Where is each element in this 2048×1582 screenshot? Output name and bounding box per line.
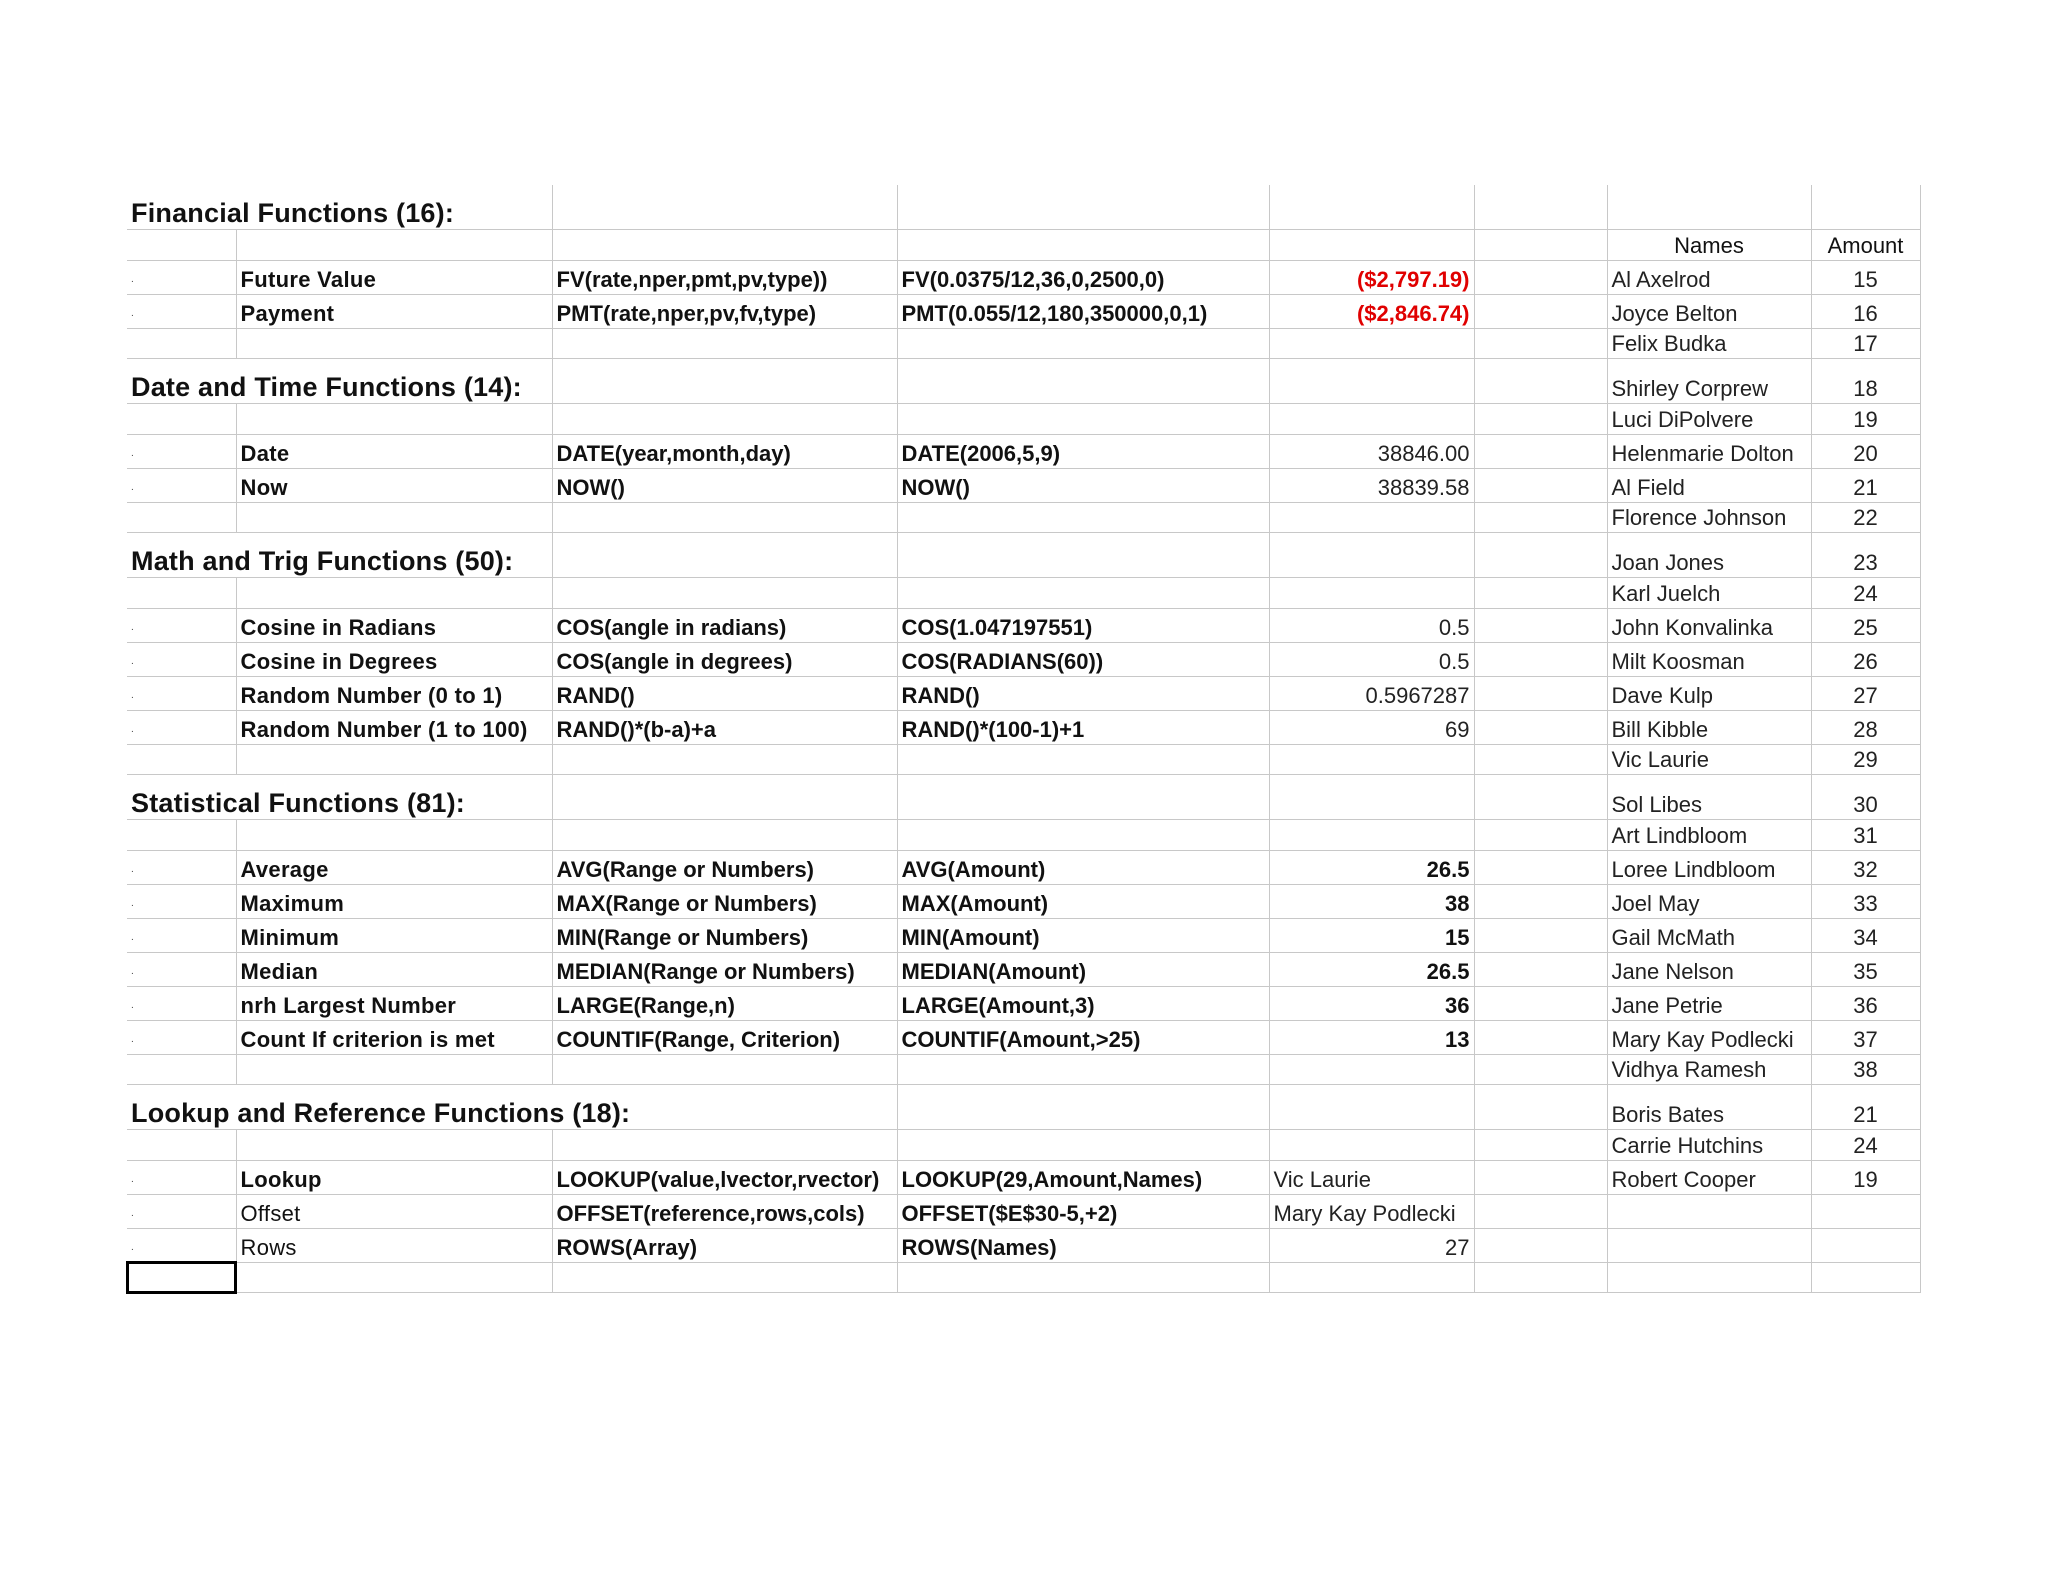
name-cell[interactable]: Bill Kibble <box>1607 710 1811 744</box>
result-cell[interactable]: 26.5 <box>1269 952 1474 986</box>
syntax-cell[interactable]: MAX(Range or Numbers) <box>552 884 897 918</box>
example-cell[interactable]: OFFSET($E$30-5,+2) <box>897 1194 1269 1228</box>
amount-cell[interactable]: 30 <box>1811 775 1920 820</box>
syntax-cell[interactable]: COS(angle in degrees) <box>552 642 897 676</box>
table-row: . nrh Largest Number LARGE(Range,n) LARGE(Amount,3) 36 Jane Petrie 36 <box>127 986 1920 1020</box>
syntax-cell[interactable]: LOOKUP(value,lvector,rvector) <box>552 1160 897 1194</box>
amount-cell[interactable]: 16 <box>1811 294 1920 328</box>
table-row: . Rows ROWS(Array) ROWS(Names) 27 <box>127 1228 1920 1262</box>
name-cell[interactable]: Loree Lindbloom <box>1607 850 1811 884</box>
amount-cell[interactable]: 25 <box>1811 608 1920 642</box>
table-row: . Future Value FV(rate,nper,pmt,pv,type)) FV(0.0375/12,36,0,2500,0) ($2,797.19) Al Axelrod 15 <box>127 260 1920 294</box>
table-row: . Average AVG(Range or Numbers) AVG(Amount) 26.5 Loree Lindbloom 32 <box>127 850 1920 884</box>
name-cell[interactable]: Joan Jones <box>1607 533 1811 578</box>
syntax-cell[interactable]: MEDIAN(Range or Numbers) <box>552 952 897 986</box>
result-cell[interactable]: 38 <box>1269 884 1474 918</box>
amount-cell[interactable]: 27 <box>1811 676 1920 710</box>
result-cell[interactable]: 69 <box>1269 710 1474 744</box>
table-row <box>127 744 1920 775</box>
syntax-cell[interactable]: NOW() <box>552 468 897 502</box>
result-cell[interactable]: 26.5 <box>1269 850 1474 884</box>
label-cell[interactable]: Rows <box>236 1228 552 1262</box>
name-cell[interactable]: Milt Koosman <box>1607 642 1811 676</box>
table-row: . Date DATE(year,month,day) DATE(2006,5,9) 38846.00 Helenmarie Dolton 20 <box>127 434 1920 468</box>
example-cell[interactable]: RAND() <box>897 676 1269 710</box>
table-row <box>127 1130 1920 1161</box>
name-cell[interactable]: Sol Libes <box>1607 775 1811 820</box>
label-cell[interactable]: Median <box>236 952 552 986</box>
name-cell[interactable]: John Konvalinka <box>1607 608 1811 642</box>
section-title-lookup: Lookup and Reference Functions (18): <box>131 1098 631 1128</box>
name-cell[interactable]: Florence Johnson <box>1607 502 1811 533</box>
example-cell[interactable]: DATE(2006,5,9) <box>897 434 1269 468</box>
label-cell[interactable]: Cosine in Degrees <box>236 642 552 676</box>
syntax-cell[interactable]: AVG(Range or Numbers) <box>552 850 897 884</box>
amount-cell[interactable]: 38 <box>1811 1054 1920 1085</box>
example-cell[interactable]: PMT(0.055/12,180,350000,0,1) <box>897 294 1269 328</box>
name-cell[interactable]: Carrie Hutchins <box>1607 1130 1811 1161</box>
result-cell[interactable]: 38846.00 <box>1269 434 1474 468</box>
label-cell[interactable]: Lookup <box>236 1160 552 1194</box>
name-cell[interactable]: Joel May <box>1607 884 1811 918</box>
table-row: . Cosine in Radians COS(angle in radians) COS(1.047197551) 0.5 John Konvalinka 25 <box>127 608 1920 642</box>
table-row <box>127 578 1920 609</box>
name-cell[interactable]: Dave Kulp <box>1607 676 1811 710</box>
example-cell[interactable]: NOW() <box>897 468 1269 502</box>
amount-cell[interactable]: 34 <box>1811 918 1920 952</box>
amount-cell[interactable]: 20 <box>1811 434 1920 468</box>
syntax-cell[interactable]: FV(rate,nper,pmt,pv,type)) <box>552 260 897 294</box>
syntax-cell[interactable]: DATE(year,month,day) <box>552 434 897 468</box>
result-cell[interactable]: Mary Kay Podlecki <box>1269 1194 1474 1228</box>
label-cell[interactable]: nrh Largest Number <box>236 986 552 1020</box>
example-cell[interactable]: MAX(Amount) <box>897 884 1269 918</box>
amount-cell[interactable]: 31 <box>1811 820 1920 851</box>
spreadsheet <box>127 185 1920 1293</box>
example-cell[interactable]: FV(0.0375/12,36,0,2500,0) <box>897 260 1269 294</box>
label-cell[interactable]: Offset <box>236 1194 552 1228</box>
example-cell[interactable]: AVG(Amount) <box>897 850 1269 884</box>
amount-cell[interactable]: 19 <box>1811 404 1920 435</box>
table-row: . Lookup LOOKUP(value,lvector,rvector) LOOKUP(29,Amount,Names) Vic Laurie Robert Cooper 19 <box>127 1160 1920 1194</box>
label-cell[interactable]: Random Number (1 to 100) <box>236 710 552 744</box>
example-cell[interactable]: LOOKUP(29,Amount,Names) <box>897 1160 1269 1194</box>
result-cell[interactable]: Vic Laurie <box>1269 1160 1474 1194</box>
name-cell[interactable]: Robert Cooper <box>1607 1160 1811 1194</box>
label-cell[interactable]: Cosine in Radians <box>236 608 552 642</box>
table-row: . Minimum MIN(Range or Numbers) MIN(Amount) 15 Gail McMath 34 <box>127 918 1920 952</box>
example-cell[interactable]: COS(1.047197551) <box>897 608 1269 642</box>
section-title-financial: Financial Functions (16): <box>131 198 455 228</box>
label-cell[interactable]: Now <box>236 468 552 502</box>
amount-cell[interactable]: 21 <box>1811 1085 1920 1130</box>
table-row: . Now NOW() NOW() 38839.58 Al Field 21 <box>127 468 1920 502</box>
table-row: . Random Number (1 to 100) RAND()*(b-a)+a RAND()*(100-1)+1 69 Bill Kibble 28 <box>127 710 1920 744</box>
section-row <box>127 1085 1920 1130</box>
label-cell[interactable]: Date <box>236 434 552 468</box>
result-cell[interactable]: ($2,846.74) <box>1269 294 1474 328</box>
section-row <box>127 533 1920 578</box>
syntax-cell[interactable]: ROWS(Array) <box>552 1228 897 1262</box>
section-row <box>127 775 1920 820</box>
amount-cell[interactable]: 35 <box>1811 952 1920 986</box>
amount-cell[interactable]: 24 <box>1811 578 1920 609</box>
amount-cell[interactable]: 33 <box>1811 884 1920 918</box>
table-row <box>127 1054 1920 1085</box>
amount-cell[interactable]: 22 <box>1811 502 1920 533</box>
label-cell[interactable]: Payment <box>236 294 552 328</box>
name-cell[interactable]: Mary Kay Podlecki <box>1607 1020 1811 1054</box>
name-cell[interactable]: Shirley Corprew <box>1607 359 1811 404</box>
example-cell[interactable]: MIN(Amount) <box>897 918 1269 952</box>
function-reference-table <box>127 185 1921 1293</box>
syntax-cell[interactable]: RAND()*(b-a)+a <box>552 710 897 744</box>
syntax-cell[interactable]: PMT(rate,nper,pv,fv,type) <box>552 294 897 328</box>
result-cell[interactable]: 15 <box>1269 918 1474 952</box>
result-cell[interactable]: 38839.58 <box>1269 468 1474 502</box>
amount-header[interactable]: Amount <box>1811 230 1920 261</box>
section-row <box>127 359 1920 404</box>
table-row <box>127 1262 1920 1293</box>
amount-cell[interactable]: 36 <box>1811 986 1920 1020</box>
label-cell[interactable]: Random Number (0 to 1) <box>236 676 552 710</box>
syntax-cell[interactable]: COUNTIF(Range, Criterion) <box>552 1020 897 1054</box>
label-cell[interactable]: Minimum <box>236 918 552 952</box>
amount-cell[interactable]: 32 <box>1811 850 1920 884</box>
name-cell[interactable]: Al Field <box>1607 468 1811 502</box>
table-row: . Payment PMT(rate,nper,pv,fv,type) PMT(0.055/12,180,350000,0,1) ($2,846.74) Joyce Belton 16 <box>127 294 1920 328</box>
amount-cell[interactable]: 24 <box>1811 1130 1920 1161</box>
amount-cell[interactable]: 21 <box>1811 468 1920 502</box>
name-cell[interactable]: Al Axelrod <box>1607 260 1811 294</box>
syntax-cell[interactable]: LARGE(Range,n) <box>552 986 897 1020</box>
amount-cell[interactable]: 26 <box>1811 642 1920 676</box>
result-cell[interactable]: 0.5967287 <box>1269 676 1474 710</box>
table-row <box>127 404 1920 435</box>
result-cell[interactable]: 13 <box>1269 1020 1474 1054</box>
example-cell[interactable]: LARGE(Amount,3) <box>897 986 1269 1020</box>
name-cell[interactable]: Vidhya Ramesh <box>1607 1054 1811 1085</box>
label-cell[interactable]: Average <box>236 850 552 884</box>
name-cell[interactable]: Helenmarie Dolton <box>1607 434 1811 468</box>
table-row <box>127 230 1920 261</box>
table-row: . Count If criterion is met COUNTIF(Range, Criterion) COUNTIF(Amount,>25) 13 Mary Kay Podlecki 37 <box>127 1020 1920 1054</box>
amount-cell[interactable]: 17 <box>1811 328 1920 359</box>
names-header[interactable]: Names <box>1607 230 1811 261</box>
example-cell[interactable]: ROWS(Names) <box>897 1228 1269 1262</box>
table-row <box>127 820 1920 851</box>
name-cell[interactable]: Gail McMath <box>1607 918 1811 952</box>
label-cell[interactable]: Count If criterion is met <box>236 1020 552 1054</box>
label-cell[interactable]: Future Value <box>236 260 552 294</box>
table-row: . Median MEDIAN(Range or Numbers) MEDIAN(Amount) 26.5 Jane Nelson 35 <box>127 952 1920 986</box>
amount-cell[interactable]: 23 <box>1811 533 1920 578</box>
syntax-cell[interactable]: RAND() <box>552 676 897 710</box>
name-cell[interactable]: Jane Petrie <box>1607 986 1811 1020</box>
label-cell[interactable]: Maximum <box>236 884 552 918</box>
example-cell[interactable]: MEDIAN(Amount) <box>897 952 1269 986</box>
name-cell[interactable]: Vic Laurie <box>1607 744 1811 775</box>
result-cell[interactable]: 27 <box>1269 1228 1474 1262</box>
amount-cell[interactable]: 18 <box>1811 359 1920 404</box>
amount-cell[interactable]: 28 <box>1811 710 1920 744</box>
name-cell[interactable]: Joyce Belton <box>1607 294 1811 328</box>
table-row: . Offset OFFSET(reference,rows,cols) OFFSET($E$30-5,+2) Mary Kay Podlecki <box>127 1194 1920 1228</box>
name-cell[interactable]: Karl Juelch <box>1607 578 1811 609</box>
table-row: . Random Number (0 to 1) RAND() RAND() 0.5967287 Dave Kulp 27 <box>127 676 1920 710</box>
section-title-math: Math and Trig Functions (50): <box>131 546 514 576</box>
table-row: . Maximum MAX(Range or Numbers) MAX(Amount) 38 Joel May 33 <box>127 884 1920 918</box>
result-cell[interactable]: 0.5 <box>1269 642 1474 676</box>
table-row <box>127 502 1920 533</box>
amount-cell[interactable]: 29 <box>1811 744 1920 775</box>
name-cell[interactable]: Luci DiPolvere <box>1607 404 1811 435</box>
amount-cell[interactable]: 15 <box>1811 260 1920 294</box>
name-cell[interactable]: Art Lindbloom <box>1607 820 1811 851</box>
table-row <box>127 328 1920 359</box>
name-cell[interactable]: Jane Nelson <box>1607 952 1811 986</box>
amount-cell[interactable]: 37 <box>1811 1020 1920 1054</box>
table-row: . Cosine in Degrees COS(angle in degrees) COS(RADIANS(60)) 0.5 Milt Koosman 26 <box>127 642 1920 676</box>
syntax-cell[interactable]: OFFSET(reference,rows,cols) <box>552 1194 897 1228</box>
name-cell[interactable]: Boris Bates <box>1607 1085 1811 1130</box>
result-cell[interactable]: 0.5 <box>1269 608 1474 642</box>
example-cell[interactable]: COUNTIF(Amount,>25) <box>897 1020 1269 1054</box>
result-cell[interactable]: ($2,797.19) <box>1269 260 1474 294</box>
syntax-cell[interactable]: MIN(Range or Numbers) <box>552 918 897 952</box>
section-row <box>127 185 1920 230</box>
section-title-datetime: Date and Time Functions (14): <box>131 372 522 402</box>
amount-cell[interactable]: 19 <box>1811 1160 1920 1194</box>
example-cell[interactable]: COS(RADIANS(60)) <box>897 642 1269 676</box>
section-title-statistical: Statistical Functions (81): <box>131 788 465 818</box>
result-cell[interactable]: 36 <box>1269 986 1474 1020</box>
syntax-cell[interactable]: COS(angle in radians) <box>552 608 897 642</box>
name-cell[interactable]: Felix Budka <box>1607 328 1811 359</box>
example-cell[interactable]: RAND()*(100-1)+1 <box>897 710 1269 744</box>
selected-cell[interactable] <box>127 1262 236 1293</box>
